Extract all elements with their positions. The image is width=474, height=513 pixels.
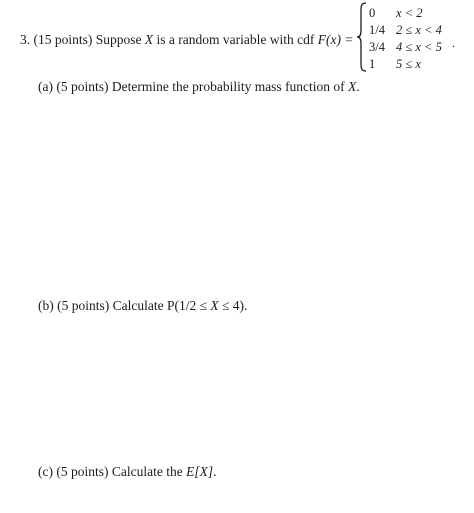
case-condition-0: x < 2 <box>396 6 423 20</box>
part-points: (5 points) <box>57 298 110 313</box>
question-text-start: Suppose <box>95 32 142 47</box>
part-text: Determine the probability mass function of <box>111 79 345 94</box>
part-label: (a) <box>38 79 53 94</box>
case-value-3: 1 <box>369 57 376 71</box>
case-condition-2: 4 ≤ x < 5 <box>396 40 442 54</box>
case-value-1: 1/4 <box>369 23 385 37</box>
case-value-2: 3/4 <box>369 40 385 54</box>
part-c <box>38 463 216 481</box>
question-number: 3. <box>20 32 31 47</box>
piecewise-brace <box>356 2 368 72</box>
part-text-end: ≤ 4). <box>222 298 248 313</box>
case-condition-3: 5 ≤ x <box>396 57 421 71</box>
part-b <box>38 297 247 315</box>
part-variable: X <box>348 79 357 94</box>
part-points: (5 points) <box>56 464 109 479</box>
part-variable: E[X] <box>186 464 214 479</box>
random-variable-x: X <box>144 32 154 47</box>
part-text: Calculate P(1/2 ≤ <box>112 298 208 313</box>
part-text: Calculate the <box>111 464 183 479</box>
case-condition-1: 2 ≤ x < 4 <box>396 23 442 37</box>
part-a <box>38 78 360 96</box>
question-points: (15 points) <box>33 32 93 47</box>
part-variable: X <box>210 298 219 313</box>
question-text-mid: is a random variable with cdf <box>156 32 315 47</box>
part-label: (b) <box>38 298 54 313</box>
trailing-period: . <box>452 36 455 50</box>
part-label: (c) <box>38 464 53 479</box>
case-value-0: 0 <box>369 6 376 20</box>
part-text-end: . <box>356 79 360 94</box>
question-stem <box>20 31 353 49</box>
part-points: (5 points) <box>56 79 109 94</box>
part-text-end: . <box>213 464 217 479</box>
cdf-function-lhs: F(x) = <box>317 32 354 47</box>
